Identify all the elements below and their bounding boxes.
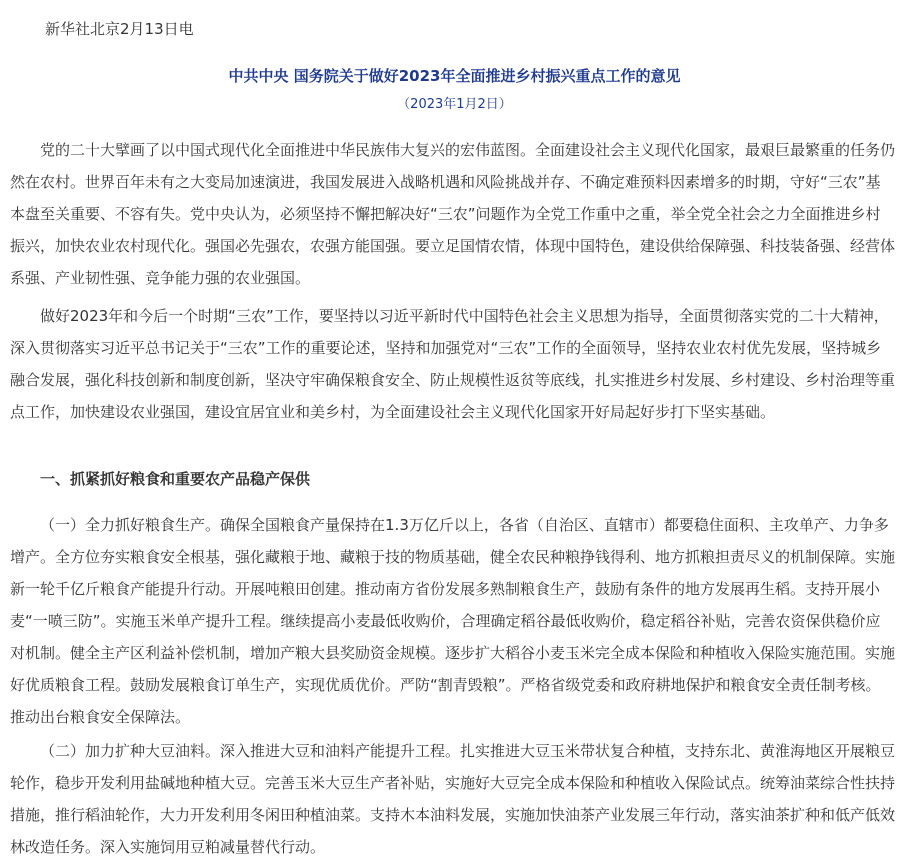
article-date: （2023年1月2日） bbox=[397, 97, 512, 112]
section-heading: 一、抓紧抓好粮食和重要农产品稳产保供 bbox=[40, 470, 311, 488]
article-paragraph: 做好2023年和今后一个时期“三农”工作，要坚持以习近平新时代中国特色社会主义思想为指导，全面贯彻落实党的二十大精神，深入贯彻落实习近平总书记关于“三农”工作的重要论述，坚持和加强党对“三农”工作的全面领导，坚持农业农村优先发展，坚持城乡融合发展，强化科技创新和制度创新，坚决守牢确保粮食安全、防止规模性返贫等底线，扎实推进乡村发展、乡村建设、乡村治理等重点工作，加快建设农业强国，建设宜居宜业和美乡村，为全面建设社会主义现代化国家开好局起好步打下坚实基础。 bbox=[10, 307, 896, 421]
section-paragraph: （二）加力扩种大豆油料。深入推进大豆和油料产能提升工程。扎实推进大豆玉米带状复合种植，支持东北、黄淮海地区开展粮豆轮作，稳步开发利用盐碱地种植大豆。完善玉米大豆生产者补贴，实施好大豆完全成本保险和种植收入保险试点。统筹油菜综合性扶持措施，推行稻油轮作，大力开发利用冬闲田种植油菜。支持木本油料发展，实施加快油茶产业发展三年行动，落实油茶扩种和低产低效林改造任务。深入实施饲用豆粕减量替代行动。 bbox=[10, 742, 896, 856]
article-paragraph: 党的二十大擘画了以中国式现代化全面推进中华民族伟大复兴的宏伟蓝图。全面建设社会主义现代化国家，最艰巨最繁重的任务仍然在农村。世界百年未有之大变局加速演进，我国发展进入战略机遇和风险挑战并存、不确定难预料因素增多的时期，守好“三农”基本盘至关重要、不容有失。党中央认为，必须坚持不懈把解决好“三农”问题作为全党工作重中之重，举全党全社会之力全面推进乡村振兴，加快农业农村现代化。强国必先强农，农强方能国强。要立足国情农情，体现中国特色，建设供给保障强、科技装备强、经营体系强、产业韧性强、竞争能力强的农业强国。 bbox=[10, 141, 896, 287]
section-paragraph: （一）全力抓好粮食生产。确保全国粮食产量保持在1.3万亿斤以上，各省（自治区、直辖市）都要稳住面积、主攻单产、力争多增产。全方位夯实粮食安全根基，强化藏粮于地、藏粮于技的物质基础，健全农民种粮挣钱得利、地方抓粮担责尽义的机制保障。实施新一轮千亿斤粮食产能提升行动。开展吨粮田创建。推动南方省份发展多熟制粮食生产，鼓励有条件的地方发展再生稻。支持开展小麦“一喷三防”。实施玉米单产提升工程。继续提高小麦最低收购价，合理确定稻谷最低收购价，稳定稻谷补贴，完善农资保供稳价应对机制。健全主产区利益补偿机制，增加产粮大县奖励资金规模。逐步扩大稻谷小麦玉米完全成本保险和种植收入保险实施范围。实施好优质粮食工程。鼓励发展粮食订单生产，实现优质优价。严防“割青毁粮”。严格省级党委和政府耕地保护和粮食安全责任制考核。推动出台粮食安全保障法。 bbox=[10, 516, 896, 726]
article-title: 中共中央 国务院关于做好2023年全面推进乡村振兴重点工作的意见 bbox=[228, 67, 681, 85]
article-dateline: 新华社北京2月13日电 bbox=[45, 20, 194, 38]
